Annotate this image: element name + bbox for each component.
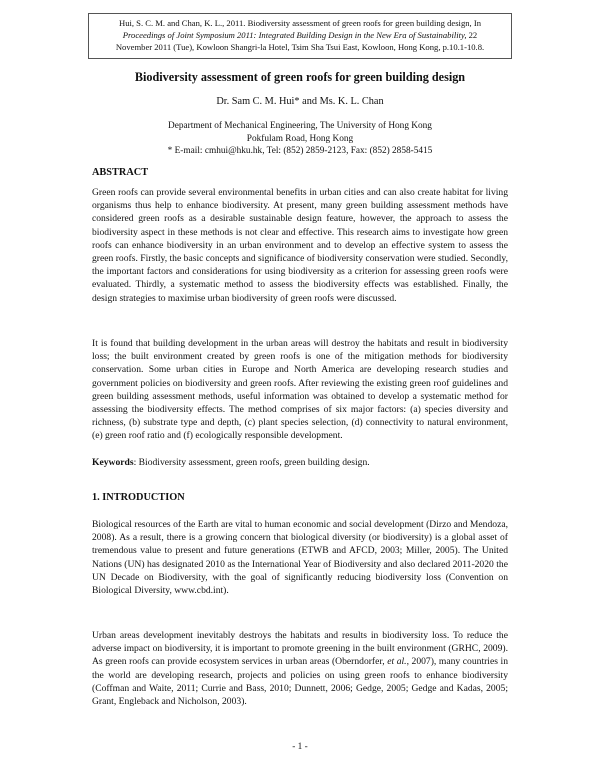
keywords-label: Keywords (92, 457, 134, 468)
introduction-paragraph-2-start: Urban areas development inevitably destroys the habitats and results in biodiversity loss. To reduce the adverse impact on biodiversity, it is important to promote greening in the built environment (GRHC, 2009). As green roofs can provide ecosystem services in urban areas (Oberndorfer, (92, 630, 508, 668)
abstract-paragraph-2: It is found that building development in the urban areas will destroy the habitats and result in biodiversity loss; the built environment created by green roofs is one of the mitigation methods for biodiversity conservation. Some urban cities in Europe and North America are developing research studies and government policies on biodiversity and green roofs. After reviewing the existing green roof guidelines and green building assessment methods, useful information was obtained to develop a systematic method for assessing the biodiversity effects. The method comprises of six major factors: (a) species diversity and richness, (b) substrate type and depth, (c) plant species selection, (d) connectivity to natural environment, (e) green roof ratio and (f) ecologically responsible development. (92, 338, 508, 442)
citation-box (88, 13, 512, 59)
introduction-et-al: et al. (387, 656, 407, 668)
introduction-heading: 1. INTRODUCTION (92, 492, 185, 503)
affiliation-department: Department of Mechanical Engineering, The University of Hong Kong (168, 121, 432, 131)
introduction-paragraph-1: Biological resources of the Earth are vital to human economic and social development (Dirzo and Mendoza, 2008). As a result, there is a growing concern that biological diversity (or biodiversity) is a global asset of tremendous value to present and future generations (ETWB and AFCD, 2003; Miller, 2005). The United Nations (UN) has designated 2010 as the International Year of Biodiversity and also declared 2011-2020 the UN Decade on Biodiversity, with the goal of significantly reducing biodiversity loss (Convention on Biological Diversity, www.cbd.int). (92, 519, 508, 597)
abstract-heading: ABSTRACT (92, 167, 149, 178)
citation-line-2-suffix: 22 (466, 30, 478, 40)
page-number: - 1 - (292, 742, 308, 752)
affiliation-address: Pokfulam Road, Hong Kong (246, 133, 354, 144)
citation-line-1: Hui, S. C. M. and Chan, K. L., 2011. Biodiversity assessment of green roofs for green building design, In (118, 18, 481, 28)
citation-line-2 (93, 29, 507, 41)
paper-title: Biodiversity assessment of green roofs for green building design (134, 70, 466, 84)
keywords-text: : Biodiversity assessment, green roofs, green building design. (133, 457, 370, 468)
proceedings-title: Proceedings of Joint Symposium 2011: Integrated Building Design in the New Era of Sustainability, (122, 30, 467, 40)
author-list: Dr. Sam C. M. Hui* and Ms. K. L. Chan (216, 96, 384, 107)
introduction-paragraph-2 (92, 629, 508, 708)
affiliation-contact: * E-mail: cmhui@hku.hk, Tel: (852) 2859-2123, Fax: (852) 2858-5415 (167, 146, 433, 157)
keywords-line (92, 457, 508, 468)
affiliation-block (40, 120, 560, 158)
introduction-paragraph-2-end: , 2007), many countries in the world are developing research, projects and policies on using green roofs to enhance biodiversity (Coffman and Waite, 2011; Currie and Bass, 2010; Dunnett, 2006; Gedge, 2005; Gedge and Kadas, 2005; Grant, Engleback and Nicholson, 2003). (92, 656, 509, 708)
abstract-paragraph-1: Green roofs can provide several environmental benefits in urban cities and can also create habitat for living organisms thus help to enhance biodiversity. At present, many green building assessment methods have considered green roofs as a desirable sustainable design feature, however, the approach to assess the biodiversity aspect in these methods is not clear and effective. This research aims to investigate how green roofs can enhance biodiversity in an urban environment and to develop an effective system to assess the green roofs. Firstly, the basic concepts and significance of biodiversity conservation were studied. Secondly, the important factors and considerations for using biodiversity as a criterion for assessing green roofs were evaluated. Thirdly, a systematic method to assess the biodiversity effects was established. Finally, the design strategies to maximise urban biodiversity of green roofs were discussed. (92, 187, 508, 304)
citation-line-3: November 2011 (Tue), Kowloon Shangri-la Hotel, Tsim Sha Tsui East, Kowloon, Hong Kong, p.10.1-10.8. (115, 42, 485, 52)
